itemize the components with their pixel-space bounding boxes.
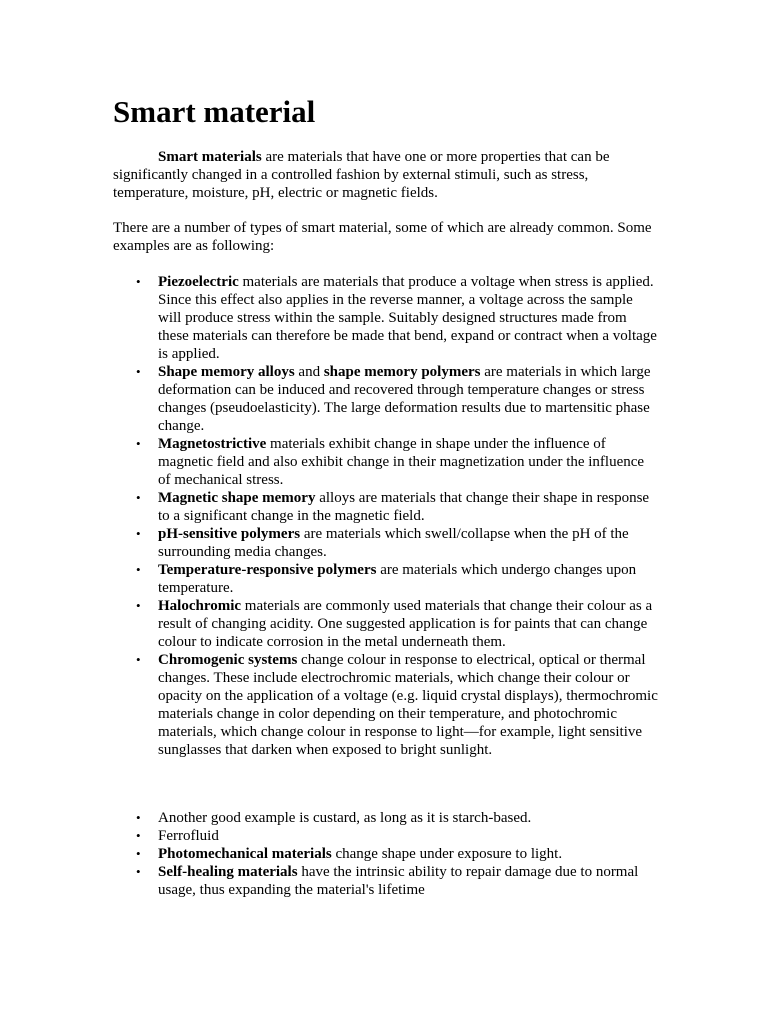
bullet-icon: •	[136, 364, 141, 379]
item-bold-term: Piezoelectric	[158, 274, 239, 290]
document-title: Smart material	[113, 94, 316, 129]
list-item	[136, 561, 658, 597]
bullet-icon: •	[136, 846, 141, 861]
bullet-icon: •	[136, 526, 141, 541]
item-bold-term: Shape memory alloys	[158, 364, 295, 380]
item-text: change shape under exposure to light.	[331, 846, 563, 862]
item-bold-term: Chromogenic systems	[158, 652, 298, 668]
item-bold-term-secondary: shape memory polymers	[323, 364, 481, 380]
bullet-icon: •	[136, 274, 141, 289]
item-text: materials exhibit change in shape under the influence of magnetic field and also exhibit change in their magnetization under the influence of mechanical stress.	[158, 436, 645, 488]
item-text: Another good example is custard, as long as it is starch-based.	[158, 810, 532, 826]
bullet-icon: •	[136, 828, 141, 843]
item-bold-term: Magnetic shape memory	[158, 490, 316, 506]
list-item	[136, 489, 658, 525]
intro-paragraph	[113, 148, 658, 202]
item-bold-term: Self-healing materials	[158, 864, 298, 880]
intro-text: are materials that have one or more properties that can be significantly changed in a controlled fashion by external stimuli, such as stress, temperature, moisture, pH, electric or magnetic fields.	[113, 149, 610, 201]
item-text-connector: and	[294, 364, 324, 380]
more-examples-list	[136, 809, 658, 899]
bullet-icon: •	[136, 810, 141, 825]
bullet-icon: •	[136, 436, 141, 451]
list-item	[136, 651, 658, 759]
list-item	[136, 845, 658, 863]
examples-list	[136, 273, 658, 759]
bullet-icon: •	[136, 490, 141, 505]
item-text: have the intrinsic ability to repair damage due to normal usage, thus expanding the material's lifetime	[158, 864, 639, 898]
item-text: are materials which undergo changes upon temperature.	[158, 562, 637, 596]
item-bold-term: Halochromic	[158, 598, 242, 614]
item-bold-term: Temperature-responsive polymers	[158, 562, 377, 578]
item-text: are materials which swell/collapse when the pH of the surrounding media changes.	[158, 526, 629, 560]
list-item	[136, 827, 658, 845]
bullet-icon: •	[136, 562, 141, 577]
intro-bold-term: Smart materials	[158, 149, 262, 165]
bullet-icon: •	[136, 864, 141, 879]
item-bold-term: Magnetostrictive	[158, 436, 267, 452]
list-item	[136, 809, 658, 827]
item-text: are materials in which large deformation can be induced and recovered through temperature changes or stress changes (pseudoelasticity). The large deformation results due to martensitic phase change.	[158, 364, 651, 434]
list-item	[136, 597, 658, 651]
item-bold-term: Photomechanical materials	[158, 846, 332, 862]
list-item	[136, 363, 658, 435]
list-item	[136, 273, 658, 363]
bullet-icon: •	[136, 652, 141, 667]
item-bold-term: pH-sensitive polymers	[158, 526, 301, 542]
item-text: Ferrofluid	[158, 828, 219, 844]
types-intro-paragraph: There are a number of types of smart material, some of which are already common. Some examples are as following:	[113, 220, 652, 254]
list-item	[136, 435, 658, 489]
item-text: materials are commonly used materials that change their colour as a result of changing acidity. One suggested application is for paints that can change colour to indicate corrosion in the metal underneath them.	[158, 598, 653, 650]
list-item	[136, 863, 658, 899]
list-item	[136, 525, 658, 561]
bullet-icon: •	[136, 598, 141, 613]
item-text: change colour in response to electrical, optical or thermal changes. These include electrochromic materials, which change their colour or opacity on the application of a voltage (e.g. liquid crystal displays), thermochromic materials change in color depending on their temperature, and photochromic materials, which change colour in response to light—for example, light sensitive sunglasses that darken when exposed to bright sunlight.	[158, 652, 658, 758]
item-text: alloys are materials that change their shape in response to a significant change in the magnetic field.	[158, 490, 650, 524]
item-text: materials are materials that produce a voltage when stress is applied. Since this effect also applies in the reverse manner, a voltage across the sample will produce stress within the sample. Suitably designed structures made from these materials can therefore be made that bend, expand or contract when a voltage is applied.	[158, 274, 657, 362]
